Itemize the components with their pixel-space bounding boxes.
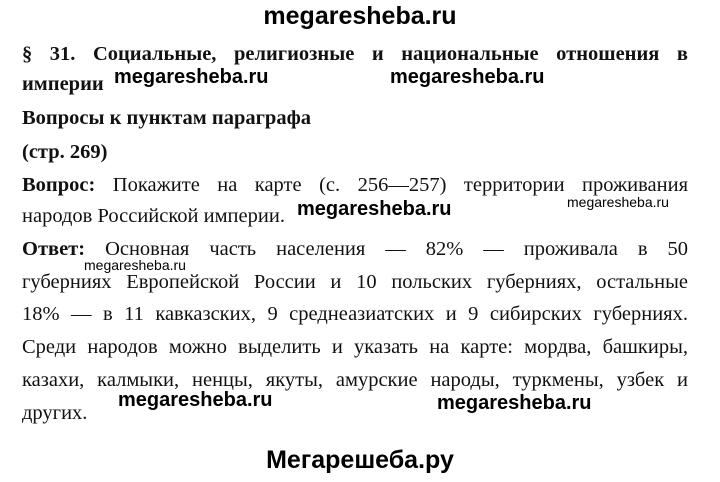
question-line-2: народов Российской империи. xyxy=(22,205,285,227)
answer-line-4: Среди народов можно выделить и указать на карте: мордва, башкиры, xyxy=(22,336,688,358)
paragraph-heading-line-2: империи xyxy=(22,73,104,95)
answer-label: Ответ: xyxy=(22,238,86,260)
watermark-inline: megaresheba.ru xyxy=(297,198,452,220)
question-text: Покажите на карте (с. 256—257) территории проживания xyxy=(112,174,689,196)
answer-line-5: казахи, калмыки, ненцы, якуты, амурские народы, туркмены, узбек и xyxy=(22,369,688,391)
answer-text: Основная часть населения — 82% — проживала в 50 xyxy=(105,238,689,260)
paragraph-heading-line-1: § 31. Социальные, религиозные и национальные отношения в xyxy=(22,43,688,65)
watermark-inline: megaresheba.ru xyxy=(118,389,273,411)
watermark-inline: megaresheba.ru xyxy=(437,392,592,414)
answer-line-3: 18% — в 11 кавказских, 9 среднеазиатских и 9 сибирских губерниях. xyxy=(22,303,688,325)
watermark-top: megaresheba.ru xyxy=(263,2,457,30)
answer-line-6: других. xyxy=(22,402,88,424)
question-label: Вопрос: xyxy=(22,174,96,196)
watermark-bottom: Мегарешеба.ру xyxy=(266,446,454,474)
section-title: Вопросы к пунктам параграфа xyxy=(22,107,312,129)
watermark-inline: megaresheba.ru xyxy=(390,66,545,88)
watermark-inline: megaresheba.ru xyxy=(114,66,269,88)
page-reference: (стр. 269) xyxy=(22,141,108,163)
answer-line-2: губерниях Европейской России и 10 польских губерниях, остальные xyxy=(22,271,688,293)
watermark-inline-small: megaresheba.ru xyxy=(567,194,669,210)
watermark-inline-small: megaresheba.ru xyxy=(84,257,186,273)
